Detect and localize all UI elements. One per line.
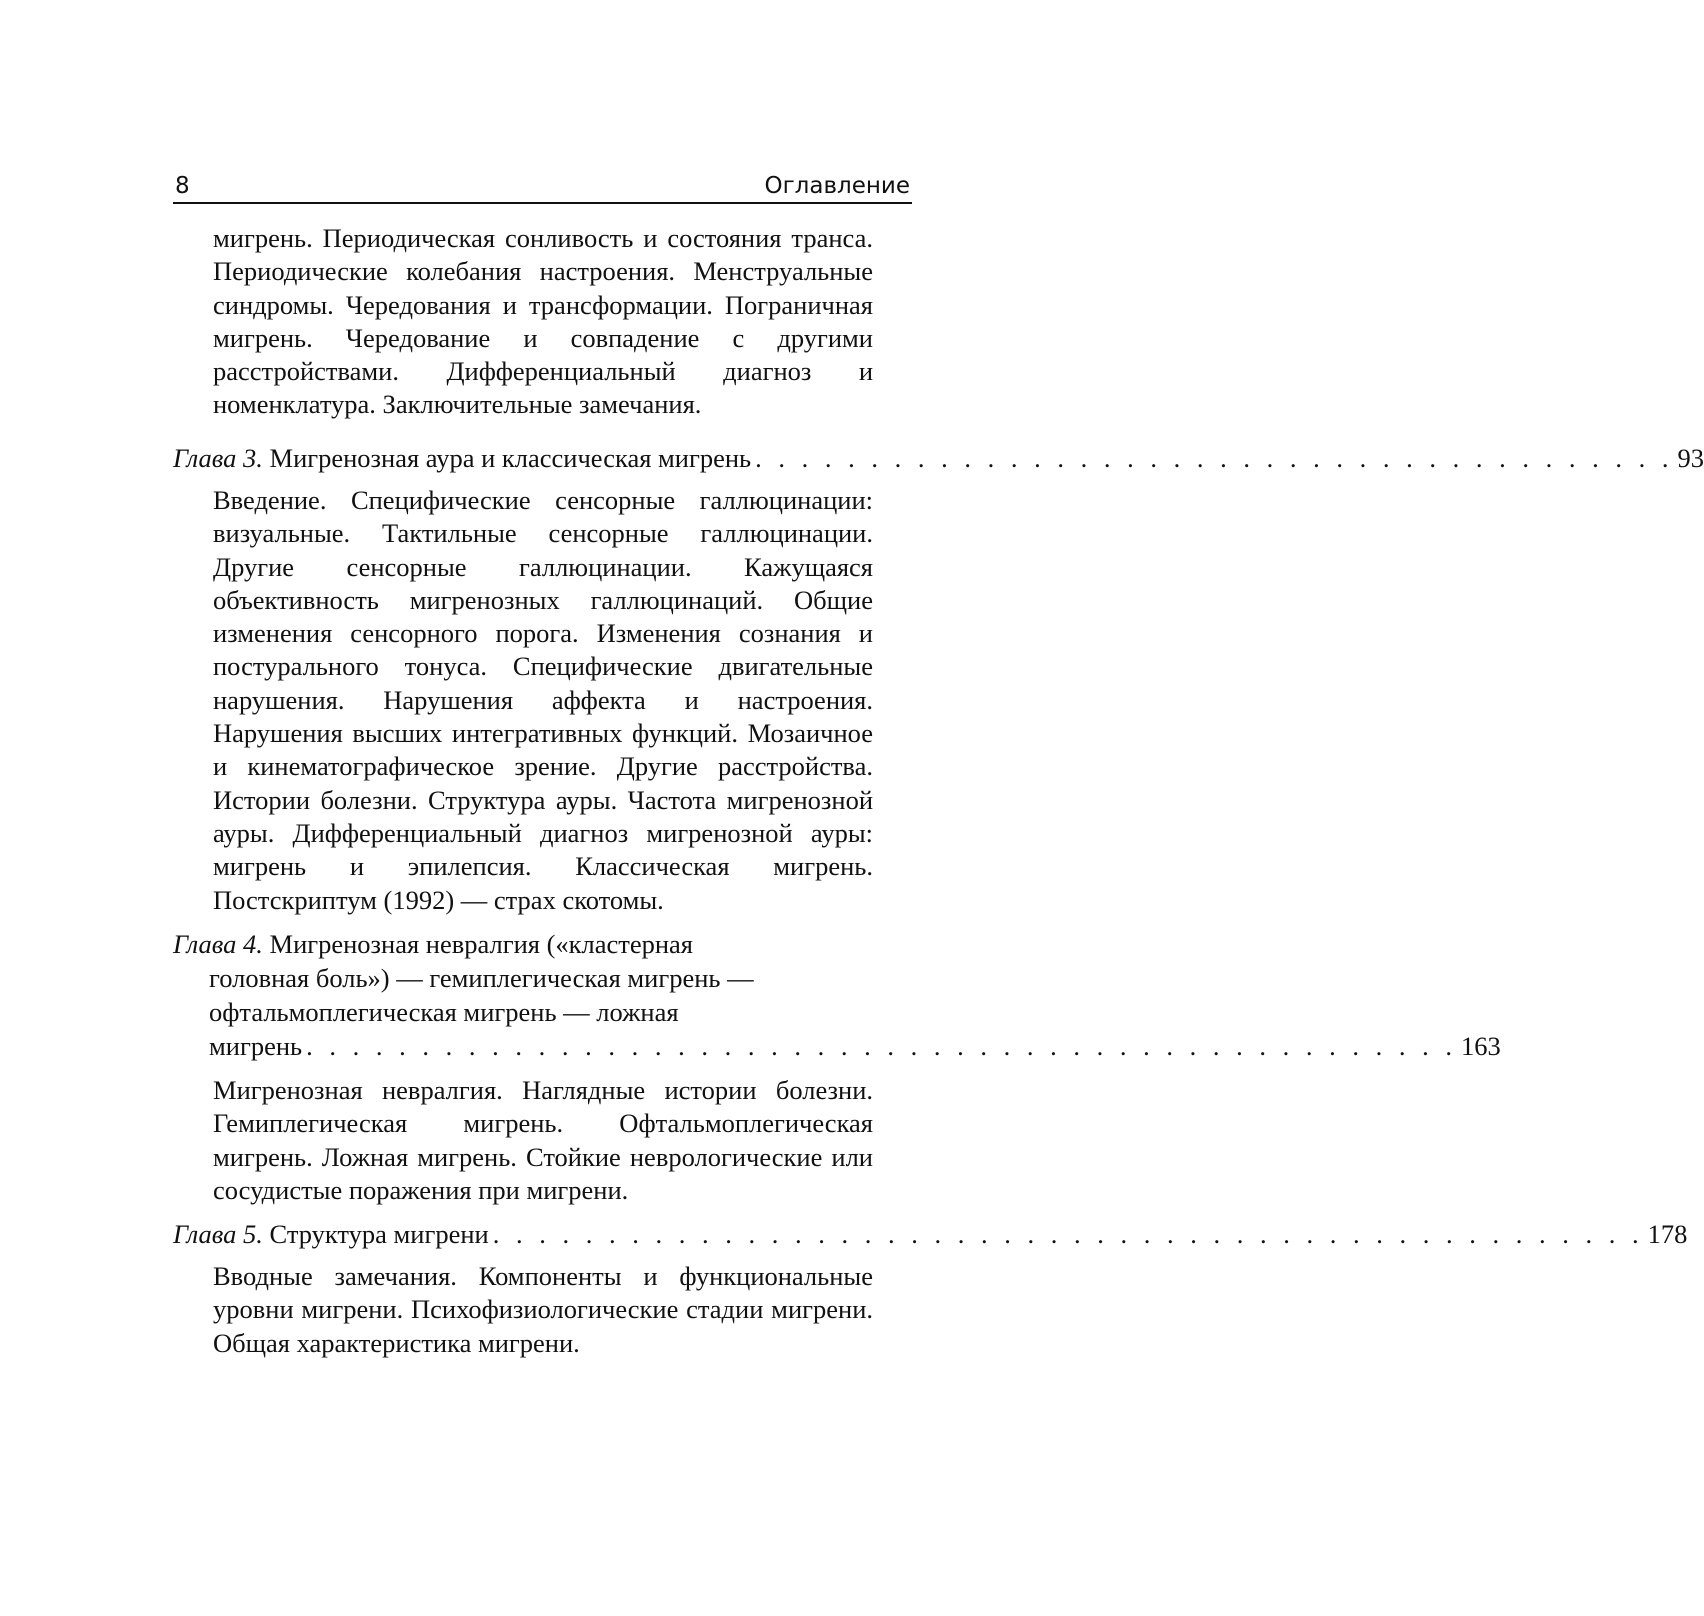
chapter-summary: Вводные замечания. Компоненты и функциональные уровни мигрени. Психофизиологические стадии мигрени. Общая характеристика мигрени. — [213, 1261, 873, 1358]
running-header — [173, 168, 912, 204]
chapter-summary: Мигренозная невралгия. Наглядные истории болезни. Гемиплегическая мигрень. Офтальмоплегическая мигрень. Ложная мигрень. Стойкие неврологические или сосудистые поражения при мигрени. — [213, 1075, 873, 1205]
dot-leader: . . . . . . . . . . . . . . . . . . . . . . . . . . . . . . . . . . . . . . . . . . . . . . . . . . — [492, 1219, 1644, 1249]
chapter-label: Глава 5. — [173, 1219, 263, 1249]
page-ref: 93 — [1677, 443, 1704, 473]
toc-entry-chapter-3[interactable] — [173, 442, 1704, 475]
toc-entry-chapter-4[interactable] — [173, 928, 693, 962]
page-ref: 178 — [1647, 1219, 1688, 1249]
chapter-summary: Введение. Специфические сенсорные галлюцинации: визуальные. Тактильные сенсорные галлюцинации. Другие сенсорные галлюцинации. Кажущаяся объективность мигренозных галлюцинаций. Общие изменения сенсорного порога. Изменения сознания и постурального тонуса. Специфические двигательные нарушения. Нарушения аффекта и настроения. Нарушения высших интегративных функций. Мозаичное и кинематографическое зрение. Другие расстройства. Истории болезни. Структура ауры. Частота мигренозной ауры. Дифференциальный диагноз мигренозной ауры: мигрень и эпилепсия. Классическая мигрень. Постскриптум (1992) — страх скотомы. — [213, 485, 873, 915]
page-ref: 163 — [1460, 1031, 1501, 1061]
chapter-title-last-line[interactable] — [209, 1030, 1501, 1063]
chapter-label: Глава 4. — [173, 929, 263, 959]
dot-leader: . . . . . . . . . . . . . . . . . . . . . . . . . . . . . . . . . . . . . . . . . . . . . . . . . . — [306, 1031, 1457, 1061]
toc-entry-chapter-5[interactable] — [173, 1218, 1688, 1251]
chapter-title-line: мигрень — [209, 1031, 303, 1061]
chapter-label: Глава 3. — [173, 443, 263, 473]
chapter-title-line: головная боль») — гемиплегическая мигрень — — [209, 963, 754, 993]
page-number: 8 — [175, 173, 190, 199]
chapter-title: Структура мигрени — [269, 1219, 489, 1249]
dot-leader: . . . . . . . . . . . . . . . . . . . . . . . . . . . . . . . . . . . . . . . . — [755, 443, 1674, 473]
chapter-title-line: офтальмоплегическая мигрень — ложная — [209, 997, 679, 1027]
chapter-title-line: Мигренозная невралгия («кластерная — [269, 929, 693, 959]
running-title: Оглавление — [764, 173, 910, 199]
intro-paragraph: мигрень. Периодическая сонливость и состояния транса. Периодические колебания настроения. Менструальные синдромы. Чередования и трансформации. Пограничная мигрень. Чередование и совпадение с другими расстройствами. Дифференциальный диагноз и номенклатура. Заключительные замечания. — [213, 223, 873, 420]
chapter-title: Мигренозная аура и классическая мигрень — [269, 443, 752, 473]
